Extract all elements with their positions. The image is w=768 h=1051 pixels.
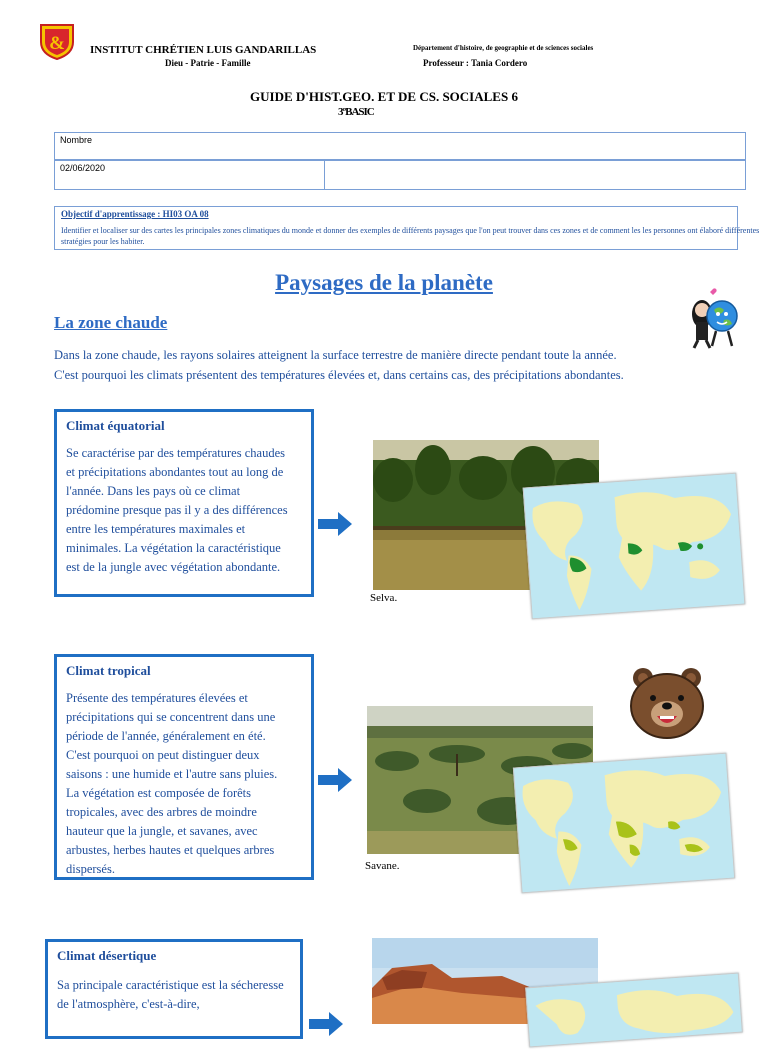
zone-intro: Dans la zone chaude, les rayons solaires atteignent la surface terrestre de manière directe pendant toute la année. C'est pourquoi les climats présentent des températures élevées et, dans certains cas, des précipitations abondantes. xyxy=(54,348,624,382)
globe-mascot-icon xyxy=(682,284,742,350)
objective-text: Identifier et localiser sur des cartes les principales zones climatiques du monde et donner des exemples de différents paysages que l'on peut trouver dans ces zones et de comment les les personnes ont élaboré différentes stratégies pour les habiter. xyxy=(61,226,760,246)
arrow-right-icon xyxy=(309,1012,343,1036)
guide-level: 3ºBASIC xyxy=(338,106,374,118)
svg-text:&: & xyxy=(49,33,65,54)
teacher-name: Professeur : Tania Cordero xyxy=(423,58,528,68)
objective-box xyxy=(54,206,760,250)
school-name: INSTITUT CHRÉTIEN LUIS GANDARILLAS xyxy=(90,44,317,56)
school-motto: Dieu - Patrie - Famille xyxy=(165,58,251,68)
climate-card-desert xyxy=(45,939,303,1039)
arrow-right-icon xyxy=(318,512,352,536)
climate-title: Climat tropical xyxy=(66,663,151,678)
arrow-right-icon xyxy=(318,768,352,792)
climate-title: Climat désertique xyxy=(57,948,157,963)
climate-description: Se caractérise par des températures chaudes et précipitations abondantes tout au long de l'année. Dans les pays où ce climat prédomine presque pas il y a des différences entre les températures maximales et minimales. La végétation la caractéristique est de la jungle avec végétation abondante. xyxy=(66,446,288,574)
climate-title: Climat équatorial xyxy=(66,418,165,433)
school-logo-icon xyxy=(38,22,76,60)
page-title: Paysages de la planète xyxy=(275,270,493,295)
department-name: Département d'histoire, de geographie et de sciences sociales xyxy=(413,44,594,52)
zone-title: La zone chaude xyxy=(54,313,168,332)
name-row[interactable] xyxy=(55,133,745,161)
photo-caption: Selva. xyxy=(367,592,400,604)
climate-description: Sa principale caractéristique est la sécheresse de l'atmosphère, c'est-à-dire, xyxy=(57,978,284,1011)
bear-sticker-icon xyxy=(627,664,707,740)
world-map-tropical xyxy=(513,753,735,894)
objective-title: Objectif d'apprentissage : HI03 OA 08 xyxy=(61,209,209,219)
climate-card-equatorial xyxy=(54,409,314,597)
climate-description: Présente des températures élevées et précipitations qui se concentrent dans une période de l'année, généralement en été. C'est pourquoi on peut distinguer deux saisons : une humide et l'autre sans pluies. La végétation est composée de forêts tropicales, avec des arbres de moindre hauteur que la jungle, et savanes, avec arbustes, herbes hautes et quelques arbres dispersés. xyxy=(66,691,278,876)
date-value: 02/06/2020 xyxy=(60,163,106,173)
table-divider xyxy=(324,161,325,189)
student-info-table xyxy=(54,132,746,190)
guide-title: GUIDE D'HIST.GEO. ET DE CS. SOCIALES 6 xyxy=(250,89,518,104)
climate-card-tropical xyxy=(54,654,314,880)
photo-caption: Savane. xyxy=(362,860,403,872)
name-label: Nombre xyxy=(60,135,93,145)
world-map-equatorial xyxy=(523,473,746,620)
